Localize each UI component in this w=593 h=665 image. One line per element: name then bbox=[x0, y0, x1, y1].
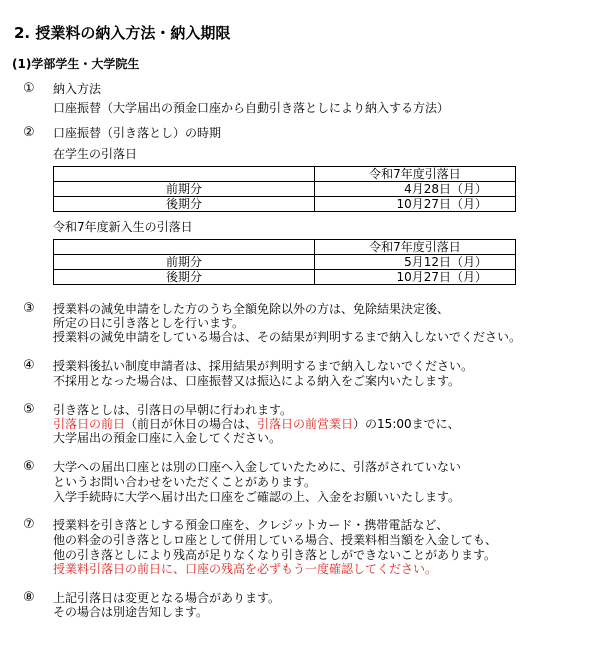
table-row bbox=[54, 255, 516, 270]
item-7-line-2: 他の料金の引き落としロ座として併用している場合、授業料相当額を入金しても、 bbox=[53, 533, 498, 547]
item-number-5: ⑤ bbox=[23, 402, 35, 417]
emphasis-text: 引落日の前営業日 bbox=[257, 417, 354, 431]
section-subtitle: (1)学部学生・大学院生 bbox=[12, 57, 140, 71]
item-8-line-1: 上記引落日は変更となる場合があります。 bbox=[53, 591, 281, 605]
item-5-line-1: 引き落としは、引落日の早朝に行われます。 bbox=[53, 403, 293, 417]
item-5-line-3: 大学届出の預金口座に入金してください。 bbox=[53, 431, 282, 445]
date-cell: 10月27日（月） bbox=[315, 197, 516, 212]
table-corner-cell bbox=[54, 240, 315, 255]
term-cell: 前期分 bbox=[54, 255, 315, 270]
item-3-line-1: 授業料の減免申請をした方のうち全額免除以外の方は、免除結果決定後、 bbox=[53, 302, 450, 316]
date-cell: 10月27日（月） bbox=[315, 270, 516, 285]
table-row bbox=[54, 270, 516, 285]
schedule-table-current-students bbox=[53, 166, 516, 212]
table-1-caption: 在学生の引落日 bbox=[53, 147, 138, 161]
item-8-line-2: その場合は別途告知します。 bbox=[53, 605, 209, 619]
item-2-line-1: 口座振替（引き落とし）の時期 bbox=[53, 126, 222, 140]
table-header-row bbox=[54, 240, 516, 255]
item-7-line-1: 授業料を引き落としする預金口座を、クレジットカード・携帯電話など、 bbox=[53, 518, 449, 532]
table-2-caption: 令和7年度新入生の引落日 bbox=[53, 220, 193, 234]
item-number-1: ① bbox=[23, 81, 35, 96]
item-number-2: ② bbox=[23, 125, 35, 140]
table-header-row bbox=[54, 167, 516, 182]
table-row bbox=[54, 182, 516, 197]
item-6-line-2: というお問い合わせをいただくことがあります。 bbox=[53, 475, 317, 489]
term-cell: 前期分 bbox=[54, 182, 315, 197]
term-cell: 後期分 bbox=[54, 270, 315, 285]
item-6-line-1: 大学への届出口座とは別の口座へ入金していたために、引落がされていない bbox=[53, 460, 462, 474]
date-cell: 5月12日（月） bbox=[315, 255, 516, 270]
item-5-text: （前日が休日の場合は、 bbox=[125, 417, 258, 431]
page-title: 2. 授業料の納入方法・納入期限 bbox=[14, 24, 231, 42]
item-7-line-3: 他の引き落としにより残高が足りなくなり引き落としができないことがあります。 bbox=[53, 548, 497, 562]
emphasis-text: 引落日の前日 bbox=[53, 417, 126, 431]
item-4-line-2: 不採用となった場合は、口座振替又は振込による納入をご案内いたします。 bbox=[53, 374, 461, 388]
item-7-warning: 授業料引落日の前日に、口座の残高を必ずもう一度確認してください。 bbox=[53, 562, 438, 576]
table-header-cell: 令和7年度引落日 bbox=[315, 167, 516, 182]
item-1-line-1: 納入方法 bbox=[53, 82, 102, 96]
table-header-cell: 令和7年度引落日 bbox=[315, 240, 516, 255]
item-3-line-2: 所定の日に引き落としを行います。 bbox=[53, 316, 245, 330]
date-cell: 4月28日（月） bbox=[315, 182, 516, 197]
item-number-6: ⑥ bbox=[23, 459, 35, 474]
item-number-7: ⑦ bbox=[23, 517, 35, 532]
item-3-line-3: 授業料の減免申請をしている場合は、その結果が判明するまで納入しないでください。 bbox=[53, 330, 522, 344]
item-number-3: ③ bbox=[23, 301, 35, 316]
item-number-8: ⑧ bbox=[23, 590, 35, 605]
table-corner-cell bbox=[54, 167, 315, 182]
table-row bbox=[54, 197, 516, 212]
item-1-line-2: 口座振替（大学届出の預金口座から自動引き落としにより納入する方法） bbox=[53, 101, 450, 115]
term-cell: 後期分 bbox=[54, 197, 315, 212]
item-4-line-1: 授業料後払い制度申請者は、採用結果が判明するまで納入しないでください。 bbox=[53, 359, 474, 373]
item-6-line-3: 入学手続時に大学へ届け出た口座をご確認の上、入金をお願いいたします。 bbox=[53, 490, 461, 504]
item-5-text: ）の15:00までに、 bbox=[353, 417, 460, 431]
item-number-4: ④ bbox=[23, 358, 35, 373]
item-5-line-2 bbox=[53, 417, 460, 431]
schedule-table-new-students bbox=[53, 239, 516, 285]
